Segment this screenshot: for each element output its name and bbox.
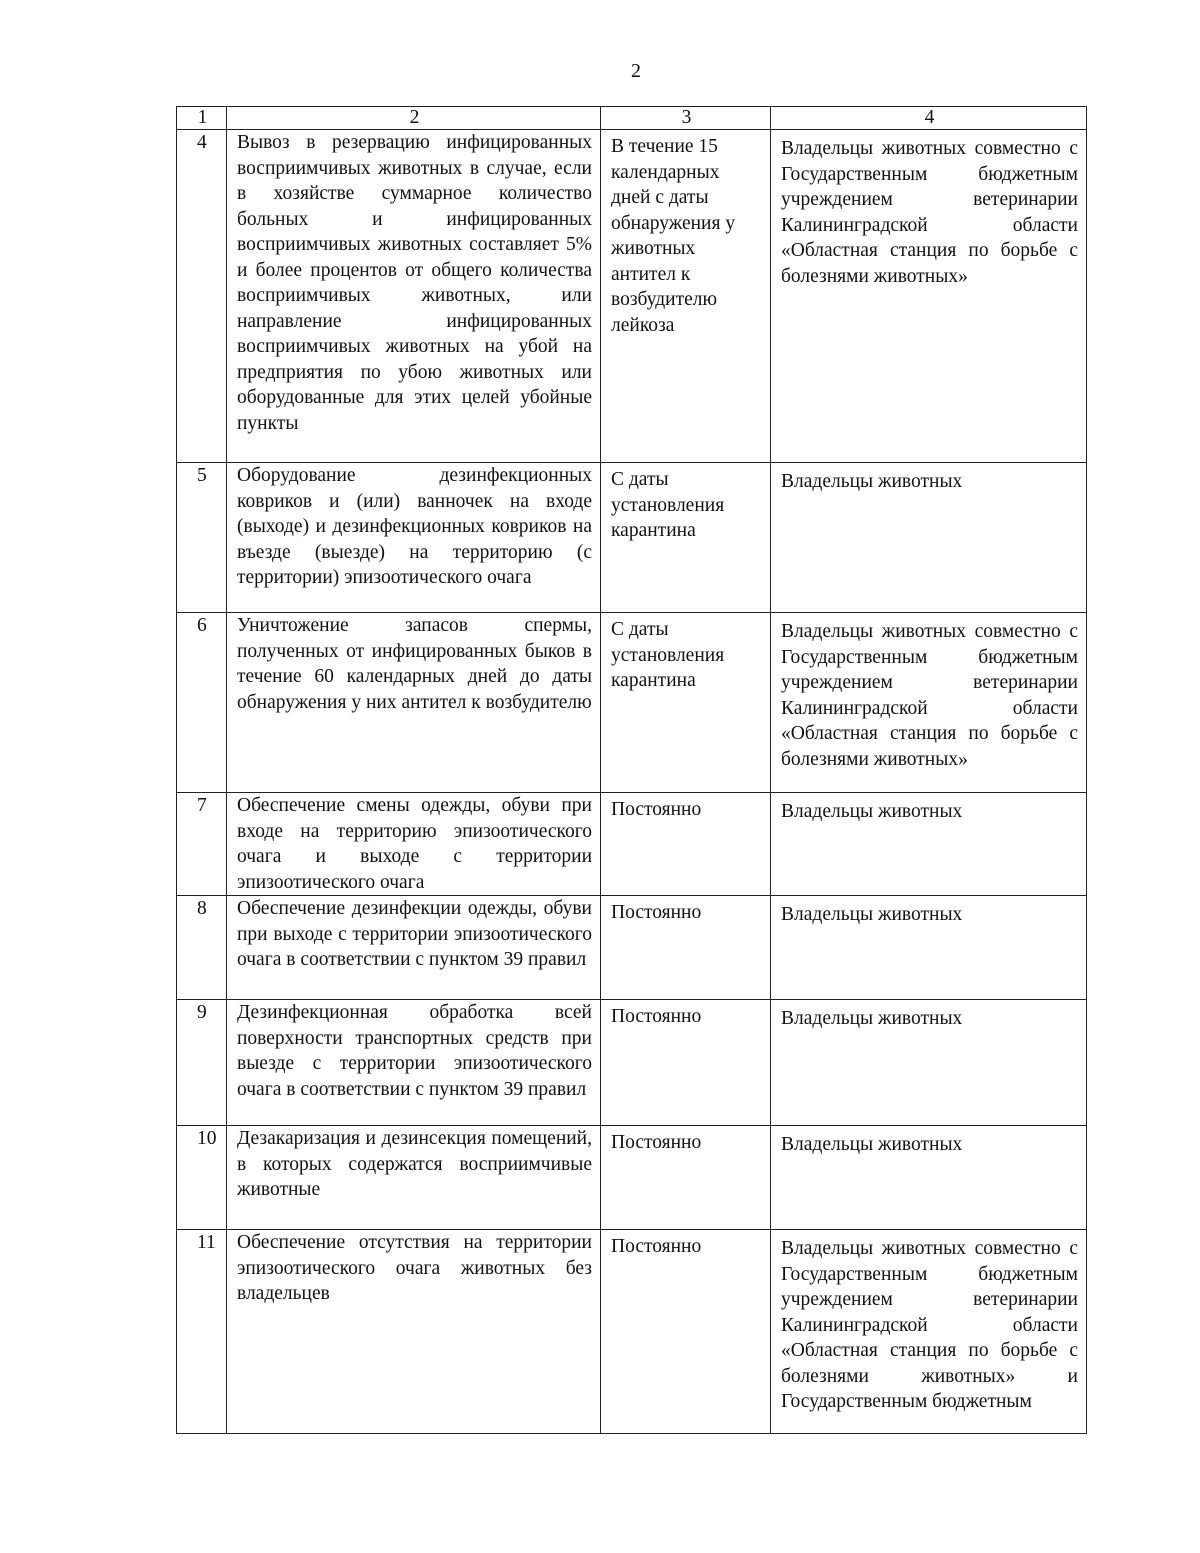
- row-number: 6: [177, 613, 227, 793]
- header-col-1: 1: [177, 107, 227, 130]
- measure-responsible: Владельцы животных совместно с Государственным бюджетным учреждением ветеринарии Калининградской области «Областная станция по борьбе с болезнями животных»: [771, 613, 1087, 793]
- row-number: 7: [177, 793, 227, 896]
- measure-responsible: Владельцы животных: [771, 463, 1087, 613]
- table-row: [177, 463, 1087, 613]
- measure-description: Обеспечение смены одежды, обуви при входе на территорию эпизоотического очага и выходе с территории эпизоотического очага: [227, 793, 601, 896]
- row-number: 5: [177, 463, 227, 613]
- measure-term: С даты установления карантина: [601, 613, 771, 793]
- measure-description: Оборудование дезинфекционных ковриков и (или) ванночек на входе (выходе) и дезинфекционных ковриков на въезде (выезде) на территорию (с территории) эпизоотического очага: [227, 463, 601, 613]
- measure-term: Постоянно: [601, 896, 771, 1000]
- table-row: [177, 130, 1087, 463]
- header-col-3: 3: [601, 107, 771, 130]
- header-col-2: 2: [227, 107, 601, 130]
- header-col-4: 4: [771, 107, 1087, 130]
- measure-responsible: Владельцы животных совместно с Государственным бюджетным учреждением ветеринарии Калининградской области «Областная станция по борьбе с болезнями животных»: [771, 130, 1087, 463]
- row-number: 11: [177, 1230, 227, 1434]
- measure-responsible: Владельцы животных: [771, 1126, 1087, 1230]
- measure-term: С даты установления карантина: [601, 463, 771, 613]
- page-number: 2: [631, 60, 641, 82]
- row-number: 8: [177, 896, 227, 1000]
- row-number: 4: [177, 130, 227, 463]
- table-row: [177, 1230, 1087, 1434]
- measure-term: Постоянно: [601, 1000, 771, 1126]
- table-header-row: [177, 107, 1087, 130]
- measure-description: Вывоз в резервацию инфицированных восприимчивых животных в случае, если в хозяйстве суммарное количество больных и инфицированных восприимчивых животных составляет 5% и более процентов от общего количества восприимчивых животных, или направление инфицированных восприимчивых животных на убой на предприятия по убою животных или оборудованные для этих целей убойные пункты: [227, 130, 601, 463]
- row-number: 9: [177, 1000, 227, 1126]
- measure-responsible: Владельцы животных: [771, 793, 1087, 896]
- table-row: [177, 1126, 1087, 1230]
- measure-description: Уничтожение запасов спермы, полученных от инфицированных быков в течение 60 календарных дней до даты обнаружения у них антител к возбудителю: [227, 613, 601, 793]
- table-row: [177, 793, 1087, 896]
- measure-responsible: Владельцы животных: [771, 896, 1087, 1000]
- table-row: [177, 1000, 1087, 1126]
- measure-description: Обеспечение отсутствия на территории эпизоотического очага животных без владельцев: [227, 1230, 601, 1434]
- measure-term: Постоянно: [601, 793, 771, 896]
- measures-table: [176, 106, 1087, 1434]
- measure-description: Дезакаризация и дезинсекция помещений, в которых содержатся восприимчивые животные: [227, 1126, 601, 1230]
- table-row: [177, 613, 1087, 793]
- measure-description: Обеспечение дезинфекции одежды, обуви при выходе с территории эпизоотического очага в соответствии с пунктом 39 правил: [227, 896, 601, 1000]
- measure-responsible: Владельцы животных совместно с Государственным бюджетным учреждением ветеринарии Калининградской области «Областная станция по борьбе с болезнями животных» и Государственным бюджетным: [771, 1230, 1087, 1434]
- row-number: 10: [177, 1126, 227, 1230]
- measure-term: Постоянно: [601, 1230, 771, 1434]
- measure-description: Дезинфекционная обработка всей поверхности транспортных средств при выезде с территории эпизоотического очага в соответствии с пунктом 39 правил: [227, 1000, 601, 1126]
- measure-responsible: Владельцы животных: [771, 1000, 1087, 1126]
- table-row: [177, 896, 1087, 1000]
- measure-term: В течение 15 календарных дней с даты обнаружения у животных антител к возбудителю лейкоза: [601, 130, 771, 463]
- measure-term: Постоянно: [601, 1126, 771, 1230]
